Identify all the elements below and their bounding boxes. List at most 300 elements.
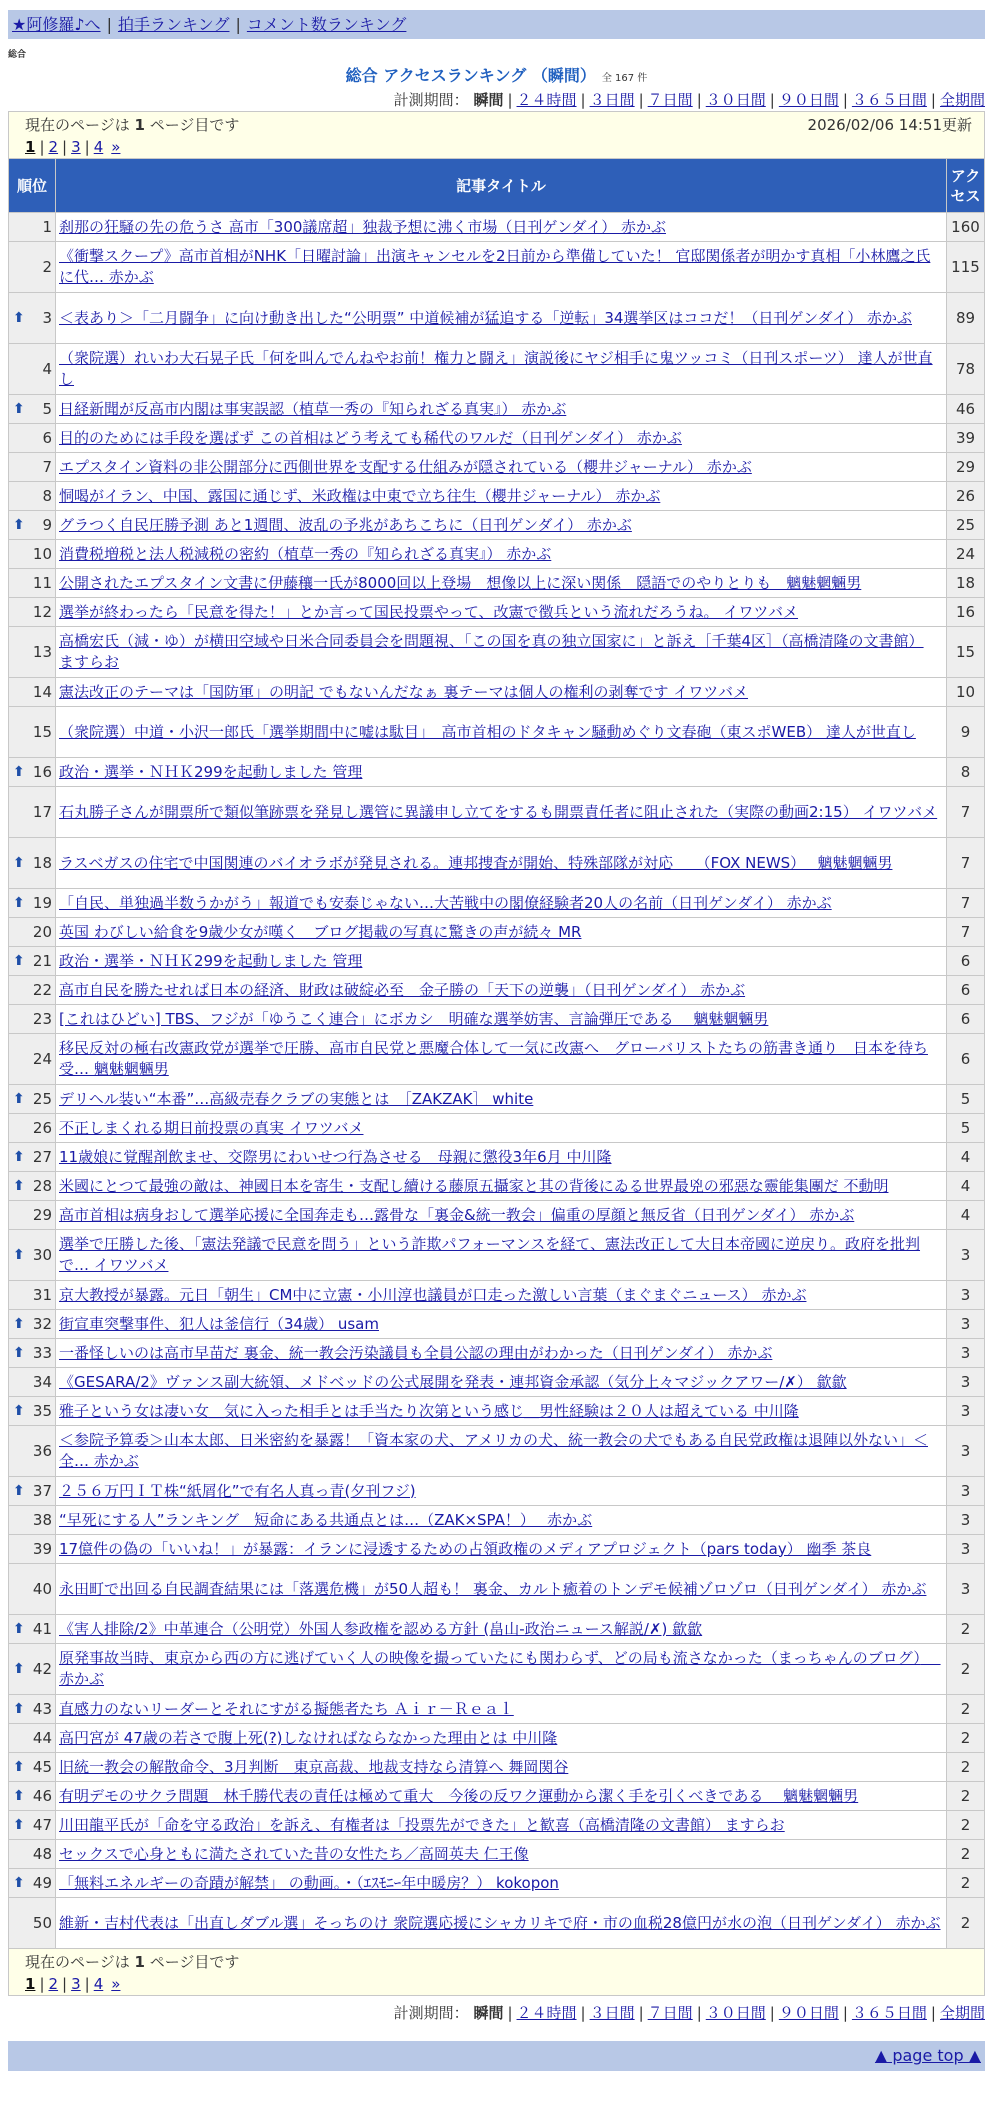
- access-count: 25: [947, 511, 985, 540]
- article-link[interactable]: セックスで心身ともに満たされていた昔の女性たち／高岡英夫 仁王像: [59, 1844, 529, 1863]
- rank-up-arrow-icon: ⬆: [13, 517, 25, 533]
- title-cell: [56, 707, 947, 758]
- page-top-link[interactable]: ▲ page top ▲: [874, 2046, 981, 2065]
- table-row: [9, 1695, 985, 1724]
- title-cell: [56, 1898, 947, 1949]
- article-link[interactable]: 刹那の狂騒の先の危うさ 高市「300議席超」独裁予想に沸く市場（日刊ゲンダイ） 赤かぶ: [59, 217, 666, 236]
- article-link[interactable]: 高市首相は病身おして選挙応援に全国奔走も…露骨な「裏金&統一教会」偏重の厚顔と無反省（日刊ゲンダイ） 赤かぶ: [59, 1205, 855, 1224]
- rank-number: 15: [32, 723, 52, 741]
- rank-up-arrow-icon: ⬆: [13, 1875, 25, 1891]
- rank-cell: [9, 598, 56, 627]
- rank-up-arrow-icon: ⬆: [13, 1178, 25, 1194]
- access-count: 3: [947, 1339, 985, 1368]
- title-cell: [56, 1869, 947, 1898]
- access-count: 16: [947, 598, 985, 627]
- title-cell: [56, 511, 947, 540]
- article-link[interactable]: 政治・選挙・ＮＨＫ299を起動しました 管理: [59, 951, 363, 970]
- rank-number: 5: [42, 400, 52, 418]
- article-link[interactable]: 英国 わびしい給食を9歳少女が嘆く ブログ掲載の写真に驚きの声が続々 MR: [59, 922, 582, 941]
- title-cell: [56, 1310, 947, 1339]
- article-link[interactable]: ＜参院予算委＞山本太郎、日米密約を暴露！「資本家の犬、アメリカの犬、統一教会の犬でもある自民党政権は退陣以外ない」＜全… 赤かぶ: [59, 1431, 928, 1470]
- article-link[interactable]: 消費税増税と法人税減税の密約（植草一秀の『知られざる真実』） 赤かぶ: [59, 544, 552, 563]
- article-link[interactable]: 石丸勝子さんが開票所で類似筆跡票を発見し選管に異議申し立てをするも開票責任者に阻止された（実際の動画2:15） イワツバメ: [59, 802, 938, 821]
- rank-number: 16: [32, 763, 52, 781]
- access-count: 3: [947, 1281, 985, 1310]
- table-row: [9, 213, 985, 242]
- rank-cell: [9, 1034, 56, 1085]
- page-link-2-bottom[interactable]: 2: [48, 1975, 59, 1993]
- access-count: 2: [947, 1869, 985, 1898]
- title-cell: [56, 1695, 947, 1724]
- table-row: [9, 838, 985, 889]
- article-link[interactable]: 京大教授が暴露。元日「朝生」CM中に立憲・小川淳也議員が口走った激しい言葉（まぐまぐニュース） 赤かぶ: [59, 1285, 807, 1304]
- home-link[interactable]: ★阿修羅♪へ: [12, 15, 101, 34]
- rank-cell: [9, 1782, 56, 1811]
- access-count: 29: [947, 453, 985, 482]
- rank-cell: [9, 976, 56, 1005]
- article-link[interactable]: [これはひどい] TBS、フジが「ゆうこく連合」にボカシ 明確な選挙妨害、言論弾圧である 魑魅魍魎男: [59, 1009, 769, 1028]
- rank-number: 44: [32, 1729, 52, 1747]
- article-link[interactable]: 有明デモのサクラ問題 林千勝代表の責任は極めて重大 今後の反ワク運動から潔く手を引くべきである 魑魅魍魎男: [59, 1786, 859, 1805]
- table-row: [9, 1085, 985, 1114]
- access-count: 78: [947, 344, 985, 395]
- access-count: 4: [947, 1201, 985, 1230]
- rank-cell: [9, 1114, 56, 1143]
- period-all[interactable]: 全期間: [939, 91, 985, 109]
- footer-bar: [8, 2041, 985, 2071]
- period-30d[interactable]: ３０日間: [705, 91, 766, 109]
- access-count: 39: [947, 424, 985, 453]
- page-info-text: 現在のページは 1 ページ目です: [25, 116, 240, 134]
- access-count: 15: [947, 627, 985, 678]
- article-link[interactable]: 選挙で圧勝した後、「憲法発議で民意を問う」という詐欺パフォーマンスを経て、憲法改正して大日本帝國に逆戻り。政府を批判で… イワツバメ: [59, 1235, 921, 1274]
- rank-number: 37: [32, 1482, 52, 1500]
- rank-number: 41: [32, 1620, 52, 1638]
- access-count: 7: [947, 889, 985, 918]
- period-3d-bottom[interactable]: ３日間: [589, 2004, 635, 2022]
- period-90d-bottom[interactable]: ９０日間: [778, 2004, 839, 2022]
- article-link[interactable]: 原発事故当時、東京から西の方に逃げていく人の映像を撮っていたにも関わらず、どの局も流さなかった（まっちゃんのブログ） 赤かぶ: [59, 1649, 941, 1688]
- clap-ranking-link[interactable]: 拍手ランキング: [117, 15, 230, 34]
- rank-number: 46: [32, 1787, 52, 1805]
- rank-number: 11: [32, 574, 52, 592]
- title-cell: [56, 1753, 947, 1782]
- page-link-1[interactable]: 1: [25, 138, 36, 156]
- rank-cell: [9, 242, 56, 293]
- rank-cell: [9, 1695, 56, 1724]
- table-row: [9, 598, 985, 627]
- period-365d-bottom[interactable]: ３６５日間: [851, 2004, 927, 2022]
- article-link[interactable]: 高橋宏氏（減・ゆ）が横田空域や日米合同委員会を問題視、「この国を真の独立国家に」と訴え［千葉4区］（高橋清隆の文書館） ますらお: [59, 632, 924, 671]
- rank-number: 2: [42, 258, 52, 276]
- rank-cell: [9, 1535, 56, 1564]
- title-cell: [56, 1644, 947, 1695]
- article-link[interactable]: グラつく自民圧勝予測 あと1週間、波乱の予兆があちこちに（日刊ゲンダイ） 赤かぶ: [59, 515, 632, 534]
- table-row: [9, 947, 985, 976]
- table-row: [9, 1840, 985, 1869]
- article-link[interactable]: 政治・選挙・ＮＨＫ299を起動しました 管理: [59, 762, 363, 781]
- article-link[interactable]: 《害人排除/2》中革連合（公明党）外国人参政権を認める方針 (畠山-政治ニュース解説/✗) 歙歙: [59, 1619, 703, 1638]
- access-count: 3: [947, 1368, 985, 1397]
- article-link[interactable]: 憲法改正のテーマは「国防軍」の明記 でもないんだなぁ 裏テーマは個人の権利の剥奪です イワツバメ: [59, 682, 749, 701]
- rank-number: 25: [32, 1090, 52, 1108]
- access-count: 10: [947, 678, 985, 707]
- rank-number: 9: [42, 516, 52, 534]
- title-cell: [56, 947, 947, 976]
- rank-number: 18: [32, 854, 52, 872]
- access-count: 7: [947, 838, 985, 889]
- page-info-text-bottom: 現在のページは 1 ページ目です: [25, 1953, 240, 1971]
- rank-number: 31: [32, 1286, 52, 1304]
- article-link[interactable]: （衆院選）中道・小沢一郎氏「選挙期間中に嘘は駄目」 高市首相のドタキャン騒動めぐり文春砲（東スポWEB） 達人が世直し: [59, 722, 916, 741]
- rank-cell: [9, 213, 56, 242]
- period-24h-bottom[interactable]: ２４時間: [516, 2004, 577, 2022]
- rank-number: 45: [32, 1758, 52, 1776]
- article-link[interactable]: 《衝撃スクープ》高市首相がNHK「日曜討論」出演キャンセルを2日前から準備していた！ 官邸関係者が明かす真相「小林鷹之氏に代… 赤かぶ: [59, 247, 931, 286]
- access-count: 2: [947, 1840, 985, 1869]
- access-count: 2: [947, 1644, 985, 1695]
- article-link[interactable]: 選挙が終わったら「民意を得た！」とか言って国民投票やって、改憲で徴兵という流れだろうね。 イワツバメ: [59, 602, 799, 621]
- page-link-3[interactable]: 3: [71, 138, 81, 156]
- rank-up-arrow-icon: ⬆: [13, 953, 25, 969]
- access-count: 2: [947, 1782, 985, 1811]
- page-link-2[interactable]: 2: [48, 138, 59, 156]
- col-access-header: アクセス: [947, 159, 985, 213]
- rank-cell: [9, 678, 56, 707]
- access-count: 3: [947, 1506, 985, 1535]
- table-row: [9, 1397, 985, 1426]
- pagination-top: 1 | 2 | 3 | 4 »: [25, 138, 121, 156]
- rank-cell: [9, 918, 56, 947]
- table-row: [9, 344, 985, 395]
- rank-cell: [9, 1143, 56, 1172]
- article-link[interactable]: 高円宮が 47歳の若さで腹上死(?)しなければならなかった理由とは 中川隆: [59, 1728, 558, 1747]
- rank-number: 6: [42, 429, 52, 447]
- title-cell: [56, 1172, 947, 1201]
- article-link[interactable]: （衆院選）れいわ大石晃子氏「何を叫んでんねやお前！権力と闘え」演説後にヤジ相手に鬼ツッコミ（日刊スポーツ） 達人が世直し: [59, 349, 933, 388]
- rank-number: 30: [32, 1246, 52, 1264]
- table-row: [9, 1564, 985, 1615]
- rank-number: 34: [32, 1373, 52, 1391]
- period-7d[interactable]: ７日間: [647, 91, 693, 109]
- rank-number: 40: [32, 1580, 52, 1598]
- rank-up-arrow-icon: ⬆: [13, 401, 25, 417]
- rank-number: 20: [32, 923, 52, 941]
- rank-number: 1: [42, 218, 52, 236]
- title-cell: [56, 598, 947, 627]
- access-count: 2: [947, 1753, 985, 1782]
- table-row: [9, 627, 985, 678]
- rank-up-arrow-icon: ⬆: [13, 1316, 25, 1332]
- rank-cell: [9, 1201, 56, 1230]
- rank-number: 32: [32, 1315, 52, 1333]
- title-cell: [56, 627, 947, 678]
- period-all-bottom[interactable]: 全期間: [939, 2004, 985, 2022]
- table-row: [9, 1339, 985, 1368]
- rank-cell: [9, 1397, 56, 1426]
- page-link-1-bottom[interactable]: 1: [25, 1975, 36, 1993]
- access-count: 5: [947, 1085, 985, 1114]
- rank-cell: [9, 1172, 56, 1201]
- rank-cell: [9, 1506, 56, 1535]
- table-row: [9, 424, 985, 453]
- rank-up-arrow-icon: ⬆: [13, 1483, 25, 1499]
- rank-number: 28: [32, 1177, 52, 1195]
- rank-number: 10: [32, 545, 52, 563]
- table-row: [9, 1230, 985, 1281]
- rank-cell: [9, 1426, 56, 1477]
- access-count: 3: [947, 1477, 985, 1506]
- rank-number: 43: [32, 1700, 52, 1718]
- article-link[interactable]: 「自民、単独過半数うかがう」報道でも安泰じゃない…大苦戦中の閣僚経験者20人の名前（日刊ゲンダイ） 赤かぶ: [59, 893, 832, 912]
- article-link[interactable]: “早死にする人”ランキング 短命にある共通点とは…（ZAK×SPA！） 赤かぶ: [59, 1510, 593, 1529]
- article-link[interactable]: 川田龍平氏が「命を守る政治」を訴え、有権者は「投票先ができた」と歓喜（高橋清隆の文書館） ますらお: [59, 1815, 785, 1834]
- article-link[interactable]: 公開されたエプスタイン文書に伊藤穰一氏が8000回以上登場 想像以上に深い関係 隠語でのやりとりも 魑魅魍魎男: [59, 573, 862, 592]
- title-cell: [56, 1564, 947, 1615]
- table-row: [9, 889, 985, 918]
- title-cell: [56, 482, 947, 511]
- rank-up-arrow-icon: ⬆: [13, 1759, 25, 1775]
- period-90d[interactable]: ９０日間: [778, 91, 839, 109]
- rank-cell: [9, 787, 56, 838]
- rank-number: 13: [32, 643, 52, 661]
- article-link[interactable]: 一番怪しいのは高市早苗だ 裏金、統一教会汚染議員も全員公認の理由がわかった（日刊ゲンダイ） 赤かぶ: [59, 1343, 773, 1362]
- table-row: [9, 1034, 985, 1085]
- article-link[interactable]: ラスベガスの住宅で中国関連のバイオラボが発見される。連邦捜査が開始、特殊部隊が対応 （FOX NEWS） 魑魅魍魎男: [59, 853, 893, 872]
- access-count: 4: [947, 1143, 985, 1172]
- period-3d[interactable]: ３日間: [589, 91, 635, 109]
- table-row: [9, 1869, 985, 1898]
- article-link[interactable]: ２５６万円ＩＴ株“紙屑化”で有名人真っ青(夕刊フジ): [59, 1481, 416, 1500]
- rank-number: 23: [32, 1010, 52, 1028]
- rank-cell: [9, 1724, 56, 1753]
- next-page-link[interactable]: »: [111, 138, 121, 156]
- article-link[interactable]: ＜表あり＞「二月闘争」に向け動き出した“公明票” 中道候補が猛追する「逆転」34選挙区はココだ！（日刊ゲンダイ） 赤かぶ: [59, 308, 912, 327]
- table-row: [9, 1172, 985, 1201]
- ranking-rows: [9, 213, 985, 1949]
- title-cell: [56, 1615, 947, 1644]
- access-count: 3: [947, 1535, 985, 1564]
- rank-cell: [9, 1477, 56, 1506]
- period-7d-bottom[interactable]: ７日間: [647, 2004, 693, 2022]
- table-row: [9, 758, 985, 787]
- title-cell: [56, 242, 947, 293]
- rank-up-arrow-icon: ⬆: [13, 1247, 25, 1263]
- table-row: [9, 1644, 985, 1695]
- rank-number: 36: [32, 1442, 52, 1460]
- rank-cell: [9, 758, 56, 787]
- title-cell: [56, 1782, 947, 1811]
- rank-number: 35: [32, 1402, 52, 1420]
- col-rank-header: 順位: [9, 159, 56, 213]
- rank-number: 7: [42, 458, 52, 476]
- article-link[interactable]: 「無料エネルギーの奇蹟が解禁」 の動画。・（ｴｽﾓﾆｰ年中暖房？） kokopon: [59, 1873, 559, 1892]
- article-link[interactable]: 維新・吉村代表は「出直しダブル選」そっちのけ 衆院選応援にシャカリキで府・市の血税28億円が水の泡（日刊ゲンダイ） 赤かぶ: [59, 1913, 941, 1932]
- table-row: [9, 1114, 985, 1143]
- title-cell: [56, 1426, 947, 1477]
- rank-number: 42: [32, 1660, 52, 1678]
- period-label: 計測期間：: [393, 91, 469, 109]
- article-link[interactable]: 不正しまくれる期日前投票の真実 イワツバメ: [59, 1118, 364, 1137]
- period-30d-bottom[interactable]: ３０日間: [705, 2004, 766, 2022]
- rank-cell: [9, 1811, 56, 1840]
- article-link[interactable]: 永田町で出回る自民調査結果には「落選危機」が50人超も！ 裏金、カルト癒着のトンデモ候補ゾロゾロ（日刊ゲンダイ） 赤かぶ: [59, 1579, 927, 1598]
- rank-cell: [9, 344, 56, 395]
- article-link[interactable]: デリヘル装い“本番”…高級売春クラブの実態とは ［ZAKZAK］ white: [59, 1089, 534, 1108]
- title-cell: [56, 1230, 947, 1281]
- title-cell: [56, 1201, 947, 1230]
- table-row: [9, 1005, 985, 1034]
- title-cell: [56, 1034, 947, 1085]
- article-link[interactable]: 目的のためには手段を選ばず この首相はどう考えても稀代のワルだ（日刊ゲンダイ） 赤かぶ: [59, 428, 682, 447]
- rank-number: 4: [42, 360, 52, 378]
- title-cell: [56, 1811, 947, 1840]
- title-cell: [56, 569, 947, 598]
- article-link[interactable]: 恫喝がイラン、中国、露国に通じず、米政権は中東で立ち往生（櫻井ジャーナル） 赤かぶ: [59, 486, 661, 505]
- access-count: 9: [947, 707, 985, 758]
- table-row: [9, 1535, 985, 1564]
- rank-cell: [9, 1644, 56, 1695]
- article-link[interactable]: 17億件の偽の「いいね！」が暴露：イランに浸透するための占領政権のメディアプロジェクト（pars today） 幽季 茶良: [59, 1539, 872, 1558]
- access-count: 2: [947, 1811, 985, 1840]
- rank-cell: [9, 707, 56, 758]
- article-link[interactable]: 雅子という女は凄い女＿気に入った相手とは手当たり次第という感じ＿男性経験は２０人は超えている 中川隆: [59, 1401, 799, 1420]
- rank-number: 21: [32, 952, 52, 970]
- rank-cell: [9, 395, 56, 424]
- access-count: 6: [947, 1034, 985, 1085]
- title-cell: [56, 424, 947, 453]
- access-count: 7: [947, 918, 985, 947]
- pagination-bottom: 1 | 2 | 3 | 4 »: [25, 1975, 121, 1993]
- title-cell: [56, 395, 947, 424]
- updated-timestamp: 2026/02/06 14:51更新: [807, 116, 972, 134]
- table-header: [9, 159, 985, 213]
- page-info-bottom: [9, 1949, 985, 1996]
- title-cell: [56, 1143, 947, 1172]
- rank-number: 14: [32, 683, 52, 701]
- table-row: [9, 1368, 985, 1397]
- table-row: [9, 1310, 985, 1339]
- title-cell: [56, 213, 947, 242]
- title-cell: [56, 540, 947, 569]
- article-link[interactable]: 日経新聞が反高市内閣は事実誤認（植草一秀の『知られざる真実』） 赤かぶ: [59, 399, 567, 418]
- rank-number: 50: [32, 1914, 52, 1932]
- category-label: 総合: [8, 50, 27, 60]
- period-selector-bottom: 計測期間： 瞬間 | ２４時間 | ３日間 | ７日間 | ３０日間 | ９０日間 | ３６５日間 | 全期間: [393, 2004, 985, 2022]
- rank-number: 22: [32, 981, 52, 999]
- article-link[interactable]: 旧統一教会の解散命令、3月判断 東京高裁、地裁支持なら清算へ 舞岡関谷: [59, 1757, 569, 1776]
- rank-number: 27: [32, 1148, 52, 1166]
- access-count: 6: [947, 976, 985, 1005]
- table-row: [9, 1281, 985, 1310]
- comment-ranking-link[interactable]: コメント数ランキング: [246, 15, 407, 34]
- rank-cell: [9, 1564, 56, 1615]
- title-cell: [56, 1477, 947, 1506]
- article-link[interactable]: エプスタイン資料の非公開部分に西側世界を支配する仕組みが隠されている（櫻井ジャーナル） 赤かぶ: [59, 457, 752, 476]
- table-row: [9, 678, 985, 707]
- table-row: [9, 1615, 985, 1644]
- rank-up-arrow-icon: ⬆: [13, 1403, 25, 1419]
- rank-up-arrow-icon: ⬆: [13, 1621, 25, 1637]
- rank-cell: [9, 1230, 56, 1281]
- rank-up-arrow-icon: ⬆: [13, 1345, 25, 1361]
- rank-number: 38: [32, 1511, 52, 1529]
- access-count: 3: [947, 1397, 985, 1426]
- table-row: [9, 395, 985, 424]
- period-24h[interactable]: ２４時間: [516, 91, 577, 109]
- rank-number: 29: [32, 1206, 52, 1224]
- rank-cell: [9, 569, 56, 598]
- table-row: [9, 482, 985, 511]
- table-row: [9, 1811, 985, 1840]
- rank-number: 24: [32, 1050, 52, 1068]
- rank-up-arrow-icon: ⬆: [13, 1701, 25, 1717]
- page-info-top: [9, 112, 985, 159]
- title-cell: [56, 453, 947, 482]
- title-cell: [56, 1114, 947, 1143]
- article-link[interactable]: 直感力のないリーダーとそれにすがる擬態者たち Ａｉｒ－Ｒｅａｌ: [59, 1699, 514, 1718]
- rank-cell: [9, 540, 56, 569]
- title-cell: [56, 787, 947, 838]
- title-cell: [56, 1535, 947, 1564]
- title-cell: [56, 838, 947, 889]
- rank-cell: [9, 838, 56, 889]
- ranking-table: [8, 111, 985, 1996]
- title-cell: [56, 1085, 947, 1114]
- rank-cell: [9, 1840, 56, 1869]
- article-link[interactable]: 米國にとつて最強の敵は、神國日本を寄生・支配し續ける藤原五攝家と其の背後にゐる世界最兇の邪惡な靈能集團だ 不動明: [59, 1176, 889, 1195]
- rank-cell: [9, 453, 56, 482]
- rank-cell: [9, 627, 56, 678]
- article-link[interactable]: 高市自民を勝たせれば日本の経済、財政は破綻必至 金子勝の「天下の逆襲」（日刊ゲンダイ） 赤かぶ: [59, 980, 746, 999]
- title-cell: [56, 976, 947, 1005]
- page-link-4[interactable]: 4: [93, 138, 104, 156]
- page-link-4-bottom[interactable]: 4: [93, 1975, 104, 1993]
- table-row: [9, 1506, 985, 1535]
- table-row: [9, 293, 985, 344]
- rank-cell: [9, 1310, 56, 1339]
- table-row: [9, 453, 985, 482]
- access-count: 115: [947, 242, 985, 293]
- title-cell: [56, 1397, 947, 1426]
- title-cell: [56, 918, 947, 947]
- access-count: 89: [947, 293, 985, 344]
- period-current: 瞬間: [473, 91, 504, 109]
- period-current-bottom: 瞬間: [473, 2004, 504, 2022]
- rank-up-arrow-icon: ⬆: [13, 1091, 25, 1107]
- table-row: [9, 1782, 985, 1811]
- access-count: 160: [947, 213, 985, 242]
- item-count: 全 167 件: [601, 73, 648, 84]
- table-row: [9, 242, 985, 293]
- rank-cell: [9, 1753, 56, 1782]
- next-page-link-bottom[interactable]: »: [111, 1975, 121, 1993]
- article-link[interactable]: 街宣車突撃事件、犯人は釜信行（34歳） usam: [59, 1314, 379, 1333]
- table-row: [9, 1898, 985, 1949]
- access-count: 6: [947, 1005, 985, 1034]
- table-row: [9, 918, 985, 947]
- rank-number: 8: [42, 487, 52, 505]
- article-link[interactable]: 11歳娘に覚醒剤飲ませ、交際男にわいせつ行為させる 母親に懲役3年6月 中川隆: [59, 1147, 612, 1166]
- rank-cell: [9, 482, 56, 511]
- page-link-3-bottom[interactable]: 3: [71, 1975, 81, 1993]
- article-link[interactable]: 移民反対の極右改憲政党が選挙で圧勝、高市自民党と悪魔合体して一気に改憲へ グローバリストたちの筋書き通り 日本を待ち受… 魑魅魍魎男: [59, 1039, 928, 1078]
- table-row: [9, 569, 985, 598]
- article-link[interactable]: 《GESARA/2》ヴァンス副大統領、メドベッドの公式展開を発表・連邦資金承認（気分上々マジックアワー/✗） 歙歙: [59, 1372, 847, 1391]
- period-365d[interactable]: ３６５日間: [851, 91, 927, 109]
- rank-cell: [9, 293, 56, 344]
- period-label-bottom: 計測期間：: [393, 2004, 469, 2022]
